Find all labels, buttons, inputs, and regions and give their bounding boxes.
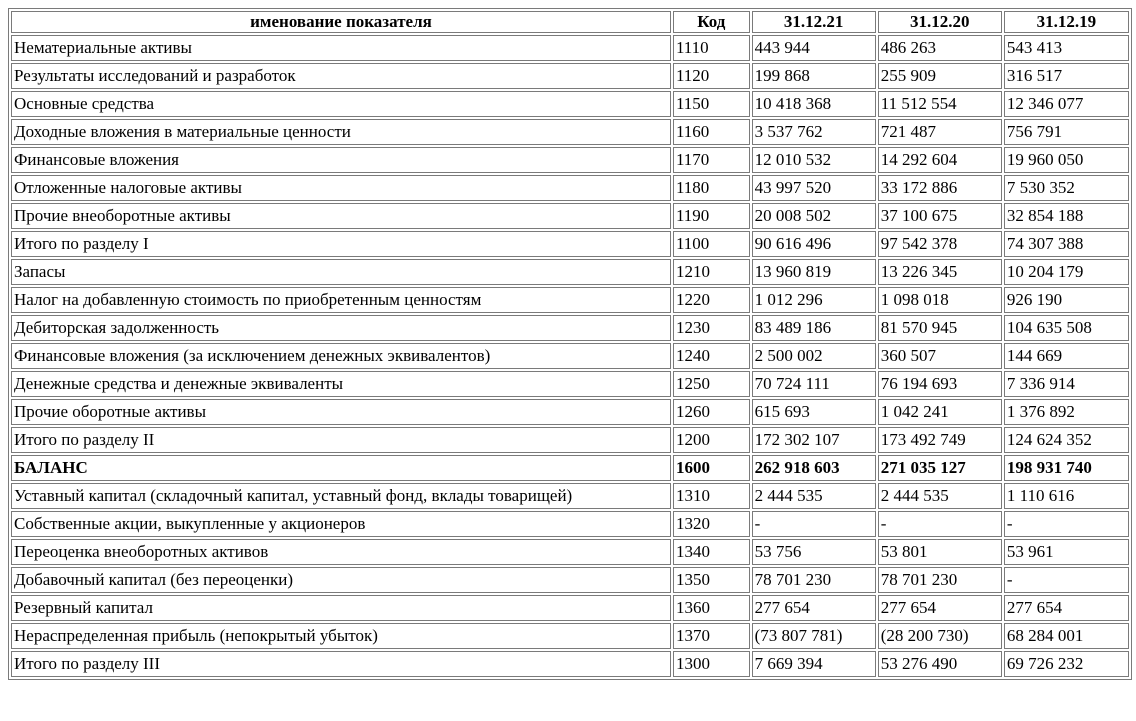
row-code-cell: 1250 [673,371,750,397]
row-code-cell: 1240 [673,343,750,369]
row-name-cell: Основные средства [11,91,671,117]
row-value-2021-cell: 78 701 230 [752,567,876,593]
table-row [11,511,1129,537]
row-code-cell: 1300 [673,651,750,677]
row-name-cell: Нераспределенная прибыль (непокрытый убыток) [11,623,671,649]
row-code-cell: 1160 [673,119,750,145]
row-name-cell: Дебиторская задолженность [11,315,671,341]
table-row [11,91,1129,117]
row-code-cell: 1100 [673,231,750,257]
row-value-2020-cell: 173 492 749 [878,427,1002,453]
row-code-cell: 1260 [673,399,750,425]
table-row [11,427,1129,453]
row-value-2019-cell: 53 961 [1004,539,1129,565]
table-row [11,539,1129,565]
row-name-cell: Денежные средства и денежные эквиваленты [11,371,671,397]
row-value-2019-cell: 926 190 [1004,287,1129,313]
row-code-cell: 1310 [673,483,750,509]
row-value-2021-cell: 1 012 296 [752,287,876,313]
table-row [11,35,1129,61]
row-value-2021-cell: 83 489 186 [752,315,876,341]
table-row [11,287,1129,313]
table-row [11,371,1129,397]
row-value-2019-cell: 12 346 077 [1004,91,1129,117]
row-value-2021-cell: 53 756 [752,539,876,565]
row-value-2019-cell: 104 635 508 [1004,315,1129,341]
row-name-cell: БАЛАНС [11,455,671,481]
row-value-2021-cell: 70 724 111 [752,371,876,397]
row-name-cell: Результаты исследований и разработок [11,63,671,89]
row-value-2021-cell: 13 960 819 [752,259,876,285]
row-value-2020-cell: 78 701 230 [878,567,1002,593]
row-name-cell: Собственные акции, выкупленные у акционеров [11,511,671,537]
row-value-2019-cell: 69 726 232 [1004,651,1129,677]
row-value-2019-cell: 198 931 740 [1004,455,1129,481]
row-code-cell: 1360 [673,595,750,621]
row-value-2021-cell: 443 944 [752,35,876,61]
row-value-2021-cell: 615 693 [752,399,876,425]
header-name: именование показателя [11,11,671,33]
row-value-2021-cell: (73 807 781) [752,623,876,649]
table-row [11,651,1129,677]
row-value-2019-cell: - [1004,567,1129,593]
table-row [11,63,1129,89]
row-value-2020-cell: 33 172 886 [878,175,1002,201]
row-value-2020-cell: 76 194 693 [878,371,1002,397]
row-code-cell: 1190 [673,203,750,229]
row-value-2019-cell: 68 284 001 [1004,623,1129,649]
row-value-2021-cell: 3 537 762 [752,119,876,145]
table-row [11,623,1129,649]
row-code-cell: 1220 [673,287,750,313]
row-value-2020-cell: 1 098 018 [878,287,1002,313]
row-value-2019-cell: 756 791 [1004,119,1129,145]
row-value-2019-cell: 316 517 [1004,63,1129,89]
row-value-2021-cell: 10 418 368 [752,91,876,117]
row-code-cell: 1180 [673,175,750,201]
row-name-cell: Финансовые вложения (за исключением денежных эквивалентов) [11,343,671,369]
row-value-2019-cell: 7 336 914 [1004,371,1129,397]
row-value-2021-cell: 262 918 603 [752,455,876,481]
row-value-2021-cell: 7 669 394 [752,651,876,677]
header-date-2020: 31.12.20 [878,11,1002,33]
row-code-cell: 1340 [673,539,750,565]
row-code-cell: 1200 [673,427,750,453]
row-value-2020-cell: 2 444 535 [878,483,1002,509]
row-name-cell: Запасы [11,259,671,285]
row-value-2021-cell: 199 868 [752,63,876,89]
row-code-cell: 1150 [673,91,750,117]
header-date-2019: 31.12.19 [1004,11,1129,33]
row-value-2019-cell: 1 110 616 [1004,483,1129,509]
row-value-2020-cell: 11 512 554 [878,91,1002,117]
table-row [11,231,1129,257]
row-name-cell: Итого по разделу I [11,231,671,257]
table-row [11,259,1129,285]
balance-sheet-table [8,8,1132,680]
row-name-cell: Итого по разделу III [11,651,671,677]
row-value-2021-cell: 2 500 002 [752,343,876,369]
table-row [11,203,1129,229]
row-name-cell: Нематериальные активы [11,35,671,61]
row-code-cell: 1230 [673,315,750,341]
balance-table-container [8,8,1132,680]
table-row [11,567,1129,593]
row-name-cell: Резервный капитал [11,595,671,621]
row-name-cell: Налог на добавленную стоимость по приобретенным ценностям [11,287,671,313]
row-value-2020-cell: 81 570 945 [878,315,1002,341]
header-date-2021: 31.12.21 [752,11,876,33]
row-value-2020-cell: 255 909 [878,63,1002,89]
table-row [11,147,1129,173]
table-row [11,343,1129,369]
row-code-cell: 1210 [673,259,750,285]
row-code-cell: 1120 [673,63,750,89]
row-name-cell: Доходные вложения в материальные ценности [11,119,671,145]
row-value-2021-cell: - [752,511,876,537]
row-code-cell: 1600 [673,455,750,481]
row-value-2021-cell: 43 997 520 [752,175,876,201]
row-value-2019-cell: 19 960 050 [1004,147,1129,173]
table-row [11,483,1129,509]
table-row [11,595,1129,621]
row-code-cell: 1350 [673,567,750,593]
row-name-cell: Отложенные налоговые активы [11,175,671,201]
row-value-2020-cell: - [878,511,1002,537]
row-value-2020-cell: 721 487 [878,119,1002,145]
header-code: Код [673,11,750,33]
row-value-2019-cell: 32 854 188 [1004,203,1129,229]
row-value-2021-cell: 20 008 502 [752,203,876,229]
row-code-cell: 1320 [673,511,750,537]
table-header-row [11,11,1129,33]
row-value-2019-cell: 144 669 [1004,343,1129,369]
row-name-cell: Итого по разделу II [11,427,671,453]
row-value-2020-cell: 53 801 [878,539,1002,565]
row-code-cell: 1370 [673,623,750,649]
row-value-2020-cell: 97 542 378 [878,231,1002,257]
table-row [11,119,1129,145]
row-value-2019-cell: - [1004,511,1129,537]
row-value-2020-cell: 13 226 345 [878,259,1002,285]
row-value-2020-cell: 37 100 675 [878,203,1002,229]
row-value-2019-cell: 74 307 388 [1004,231,1129,257]
row-code-cell: 1110 [673,35,750,61]
row-name-cell: Финансовые вложения [11,147,671,173]
row-value-2020-cell: 271 035 127 [878,455,1002,481]
row-name-cell: Прочие оборотные активы [11,399,671,425]
row-value-2021-cell: 172 302 107 [752,427,876,453]
table-row [11,315,1129,341]
table-body [11,35,1129,677]
row-value-2019-cell: 543 413 [1004,35,1129,61]
row-value-2019-cell: 124 624 352 [1004,427,1129,453]
table-row [11,175,1129,201]
row-value-2021-cell: 12 010 532 [752,147,876,173]
row-value-2020-cell: 53 276 490 [878,651,1002,677]
row-name-cell: Уставный капитал (складочный капитал, уставный фонд, вклады товарищей) [11,483,671,509]
row-value-2019-cell: 277 654 [1004,595,1129,621]
row-code-cell: 1170 [673,147,750,173]
row-value-2020-cell: 486 263 [878,35,1002,61]
row-value-2019-cell: 10 204 179 [1004,259,1129,285]
row-value-2021-cell: 90 616 496 [752,231,876,257]
row-name-cell: Переоценка внеоборотных активов [11,539,671,565]
row-value-2019-cell: 1 376 892 [1004,399,1129,425]
row-name-cell: Прочие внеоборотные активы [11,203,671,229]
row-name-cell: Добавочный капитал (без переоценки) [11,567,671,593]
row-value-2020-cell: 360 507 [878,343,1002,369]
row-value-2021-cell: 277 654 [752,595,876,621]
row-value-2020-cell: (28 200 730) [878,623,1002,649]
row-value-2020-cell: 14 292 604 [878,147,1002,173]
row-value-2021-cell: 2 444 535 [752,483,876,509]
row-value-2020-cell: 277 654 [878,595,1002,621]
table-row [11,399,1129,425]
row-value-2020-cell: 1 042 241 [878,399,1002,425]
row-value-2019-cell: 7 530 352 [1004,175,1129,201]
table-row [11,455,1129,481]
